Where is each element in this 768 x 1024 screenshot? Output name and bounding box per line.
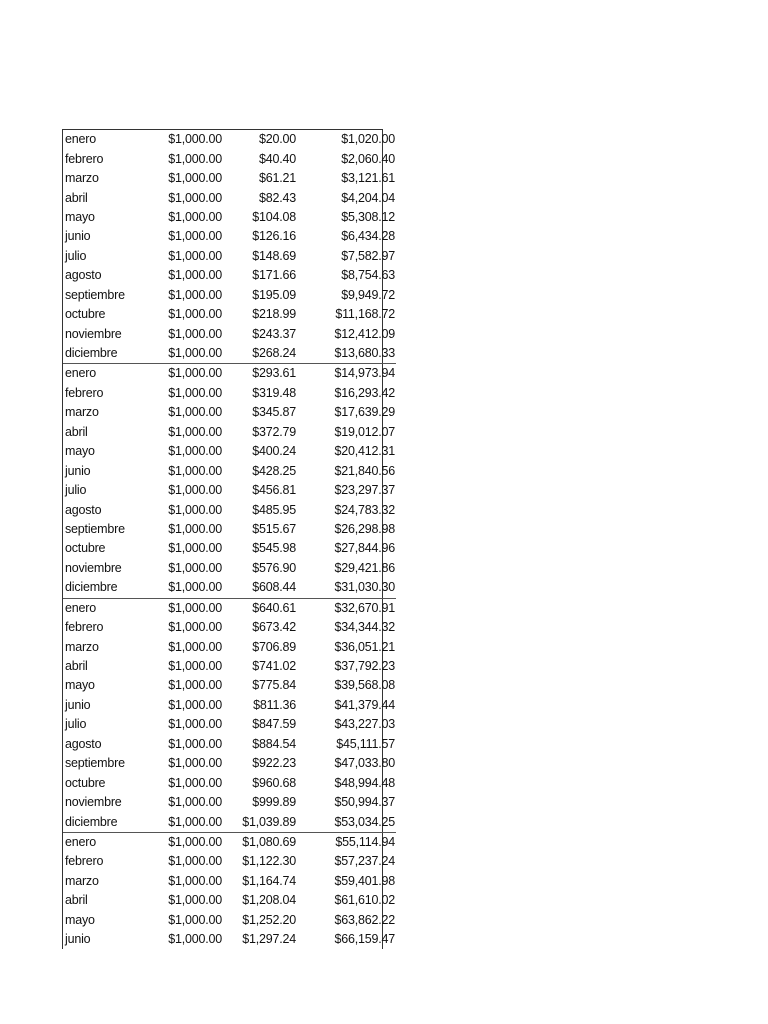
month-cell[interactable]: noviembre [65,326,122,341]
interest-cell[interactable]: $1,039.89 [223,812,297,832]
deposit-cell[interactable]: $1,000.00 [168,424,222,439]
month-cell[interactable]: septiembre [65,521,125,536]
table-row [63,364,396,384]
interest-cell[interactable]: $706.89 [252,639,296,654]
interest-cell[interactable]: $515.67 [252,521,296,536]
balance-cell[interactable]: $7,582.97 [341,248,395,263]
table-row [63,169,396,188]
deposit-cell[interactable]: $1,000.00 [168,307,222,322]
interest-cell[interactable]: $319.48 [252,385,296,400]
spreadsheet-table-container [62,129,395,949]
deposit-cell[interactable]: $1,000.00 [152,812,223,832]
month-cell[interactable]: abril [65,893,88,908]
deposit-cell[interactable]: $1,000.00 [168,873,222,888]
month-cell[interactable]: marzo [65,639,99,654]
balance-cell[interactable]: $27,844.96 [334,541,395,556]
balance-cell[interactable]: $53,034.25 [297,812,396,832]
interest-cell[interactable]: $1,252.20 [242,912,296,927]
month-cell[interactable]: noviembre [65,795,122,810]
table-row [63,657,396,676]
table-row [63,520,396,539]
deposit-cell[interactable]: $1,000.00 [168,502,222,517]
deposit-cell[interactable]: $1,000.00 [168,717,222,732]
table-row [63,676,396,695]
month-cell[interactable]: julio [65,248,87,263]
month-cell[interactable]: agosto [65,268,102,283]
deposit-cell[interactable]: $1,000.00 [152,344,223,364]
month-cell[interactable]: enero [65,366,96,381]
month-cell[interactable]: noviembre [65,560,122,575]
balance-cell[interactable]: $50,994.37 [334,795,395,810]
interest-cell[interactable]: $847.59 [252,717,296,732]
month-cell[interactable]: marzo [65,405,99,420]
deposit-cell[interactable]: $1,000.00 [168,932,222,947]
table-row [63,696,396,715]
table-row [63,539,396,558]
table-row [63,773,396,792]
interest-cell[interactable]: $608.44 [223,578,297,598]
interest-cell[interactable]: $61.21 [258,171,296,186]
deposit-cell[interactable]: $1,000.00 [168,795,222,810]
table-row [63,286,396,305]
balance-cell[interactable]: $14,973.94 [334,366,395,381]
balance-cell[interactable]: $31,030.30 [297,578,396,598]
table-row [63,344,396,364]
month-cell[interactable]: enero [65,834,96,849]
table-row [63,227,396,246]
deposit-cell[interactable]: $1,000.00 [168,620,222,635]
deposit-cell[interactable]: $1,000.00 [168,639,222,654]
ledger-body [63,130,396,949]
interest-cell[interactable]: $218.99 [252,307,296,322]
deposit-cell[interactable]: $1,000.00 [168,854,222,869]
balance-cell[interactable]: $41,379.44 [334,697,395,712]
interest-cell[interactable]: $195.09 [252,287,296,302]
balance-cell[interactable]: $37,792.23 [334,659,395,674]
balance-cell[interactable]: $48,994.48 [334,775,395,790]
table-row [63,852,396,871]
interest-cell[interactable]: $456.81 [252,483,296,498]
deposit-cell[interactable]: $1,000.00 [168,444,222,459]
deposit-cell[interactable]: $1,000.00 [168,229,222,244]
month-cell[interactable]: abril [65,190,88,205]
balance-cell[interactable]: $63,862.22 [334,912,395,927]
table-row [63,618,396,637]
table-row [63,930,396,949]
deposit-cell[interactable]: $1,000.00 [168,171,222,186]
month-cell[interactable]: mayo [65,209,95,224]
month-cell[interactable]: junio [65,463,91,478]
interest-cell[interactable]: $1,080.69 [242,834,296,849]
deposit-cell[interactable]: $1,000.00 [168,736,222,751]
interest-cell[interactable]: $741.02 [252,659,296,674]
interest-cell[interactable]: $400.24 [252,444,296,459]
month-cell[interactable]: diciembre [63,578,152,598]
deposit-cell[interactable]: $1,000.00 [168,287,222,302]
interest-cell[interactable]: $372.79 [252,424,296,439]
table-row [63,578,396,598]
table-row [63,461,396,480]
table-row [63,598,396,618]
month-cell[interactable]: abril [65,659,88,674]
deposit-cell[interactable]: $1,000.00 [168,209,222,224]
balance-cell[interactable]: $34,344.32 [334,620,395,635]
month-cell[interactable]: junio [65,229,91,244]
balance-cell[interactable]: $24,783.32 [334,502,395,517]
deposit-cell[interactable]: $1,000.00 [168,834,222,849]
balance-cell[interactable]: $1,020.00 [341,132,395,147]
month-cell[interactable]: marzo [65,171,99,186]
interest-cell[interactable]: $104.08 [252,209,296,224]
table-row [63,208,396,227]
month-cell[interactable]: junio [65,697,91,712]
month-cell[interactable]: julio [65,717,87,732]
table-row [63,754,396,773]
balance-cell[interactable]: $59,401.98 [334,873,395,888]
deposit-cell[interactable]: $1,000.00 [168,405,222,420]
balance-cell[interactable]: $17,639.29 [334,405,395,420]
balance-cell[interactable]: $47,033.80 [334,756,395,771]
interest-cell[interactable]: $1,122.30 [242,854,296,869]
deposit-cell[interactable]: $1,000.00 [168,190,222,205]
deposit-cell[interactable]: $1,000.00 [168,659,222,674]
month-cell[interactable]: octubre [65,775,106,790]
month-cell[interactable]: enero [65,600,96,615]
balance-cell[interactable]: $6,434.28 [341,229,395,244]
deposit-cell[interactable]: $1,000.00 [168,463,222,478]
table-row [63,149,396,168]
balance-cell[interactable]: $12,412.09 [334,326,395,341]
deposit-cell[interactable]: $1,000.00 [168,756,222,771]
balance-cell[interactable]: $36,051.21 [334,639,395,654]
table-row [63,637,396,656]
table-row [63,403,396,422]
table-row [63,188,396,207]
interest-cell[interactable]: $293.61 [252,366,296,381]
interest-cell[interactable]: $40.40 [258,151,296,166]
deposit-cell[interactable]: $1,000.00 [168,600,222,615]
deposit-cell[interactable]: $1,000.00 [168,521,222,536]
month-cell[interactable]: septiembre [65,756,125,771]
interest-cell[interactable]: $428.25 [252,463,296,478]
table-row [63,735,396,754]
balance-cell[interactable]: $4,204.04 [341,190,395,205]
balance-cell[interactable]: $39,568.08 [334,678,395,693]
interest-cell[interactable]: $999.89 [252,795,296,810]
interest-cell[interactable]: $811.36 [253,697,296,712]
month-cell[interactable]: junio [65,932,91,947]
deposit-cell[interactable]: $1,000.00 [168,697,222,712]
month-cell[interactable]: febrero [65,385,104,400]
balance-cell[interactable]: $20,412.31 [334,444,395,459]
interest-cell[interactable]: $673.42 [252,620,296,635]
table-row [63,559,396,578]
month-cell[interactable]: febrero [65,854,104,869]
interest-cell[interactable]: $960.68 [252,775,296,790]
month-cell[interactable]: enero [65,132,96,147]
interest-cell[interactable]: $775.84 [252,678,296,693]
balance-cell[interactable]: $3,121.61 [341,171,395,186]
deposit-cell[interactable]: $1,000.00 [168,893,222,908]
deposit-cell[interactable]: $1,000.00 [168,541,222,556]
interest-cell[interactable]: $1,164.74 [242,873,296,888]
month-cell[interactable]: marzo [65,873,99,888]
balance-cell[interactable]: $11,168.72 [335,307,395,322]
interest-cell[interactable]: $884.54 [252,736,296,751]
month-cell[interactable]: septiembre [65,287,125,302]
month-cell[interactable]: mayo [65,912,95,927]
interest-cell[interactable]: $268.24 [223,344,297,364]
deposit-cell[interactable]: $1,000.00 [168,678,222,693]
balance-cell[interactable]: $2,060.40 [341,151,395,166]
month-cell[interactable]: febrero [65,620,104,635]
balance-cell[interactable]: $57,237.24 [334,854,395,869]
interest-cell[interactable]: $148.69 [252,248,296,263]
interest-cell[interactable]: $243.37 [252,326,296,341]
interest-cell[interactable]: $126.16 [252,229,296,244]
table-row [63,872,396,891]
month-cell[interactable]: agosto [65,736,102,751]
deposit-cell[interactable]: $1,000.00 [168,248,222,263]
table-row [63,911,396,930]
balance-cell[interactable]: $45,111.57 [336,736,395,751]
savings-ledger-table [63,130,396,949]
balance-cell[interactable]: $26,298.98 [334,521,395,536]
deposit-cell[interactable]: $1,000.00 [168,151,222,166]
table-row [63,891,396,910]
month-cell[interactable]: febrero [65,151,104,166]
deposit-cell[interactable]: $1,000.00 [168,366,222,381]
balance-cell[interactable]: $21,840.56 [334,463,395,478]
table-row [63,500,396,519]
month-cell[interactable]: octubre [65,307,106,322]
interest-cell[interactable]: $485.95 [252,502,296,517]
table-row [63,832,396,852]
interest-cell[interactable]: $345.87 [252,405,296,420]
table-row [63,247,396,266]
balance-cell[interactable]: $9,949.72 [341,287,395,302]
deposit-cell[interactable]: $1,000.00 [168,483,222,498]
deposit-cell[interactable]: $1,000.00 [168,326,222,341]
table-row [63,384,396,403]
deposit-cell[interactable]: $1,000.00 [168,775,222,790]
month-cell[interactable]: diciembre [63,344,152,364]
balance-cell[interactable]: $66,159.47 [334,932,395,947]
interest-cell[interactable]: $640.61 [252,600,296,615]
balance-cell[interactable]: $43,227.03 [334,717,395,732]
month-cell[interactable]: agosto [65,502,102,517]
balance-cell[interactable]: $32,670.91 [334,600,395,615]
balance-cell[interactable]: $61,610.02 [334,893,395,908]
deposit-cell[interactable]: $1,000.00 [152,578,223,598]
interest-cell[interactable]: $82.43 [258,190,296,205]
month-cell[interactable]: octubre [65,541,106,556]
balance-cell[interactable]: $16,293.42 [334,385,395,400]
interest-cell[interactable]: $20.00 [258,132,296,147]
interest-cell[interactable]: $171.66 [252,268,296,283]
balance-cell[interactable]: $13,680.33 [297,344,396,364]
deposit-cell[interactable]: $1,000.00 [168,132,222,147]
balance-cell[interactable]: $55,114.94 [335,834,395,849]
interest-cell[interactable]: $1,208.04 [242,893,296,908]
table-row [63,305,396,324]
balance-cell[interactable]: $8,754.63 [341,268,395,283]
month-cell[interactable]: julio [65,483,87,498]
deposit-cell[interactable]: $1,000.00 [168,912,222,927]
interest-cell[interactable]: $1,297.24 [242,932,296,947]
month-cell[interactable]: mayo [65,444,95,459]
deposit-cell[interactable]: $1,000.00 [168,385,222,400]
deposit-cell[interactable]: $1,000.00 [168,560,222,575]
balance-cell[interactable]: $23,297.37 [334,483,395,498]
table-row [63,442,396,461]
table-row [63,266,396,285]
interest-cell[interactable]: $576.90 [252,560,296,575]
deposit-cell[interactable]: $1,000.00 [168,268,222,283]
balance-cell[interactable]: $5,308.12 [341,209,395,224]
table-row [63,481,396,500]
table-row [63,812,396,832]
table-row [63,793,396,812]
interest-cell[interactable]: $922.23 [252,756,296,771]
interest-cell[interactable]: $545.98 [252,541,296,556]
month-cell[interactable]: abril [65,424,88,439]
balance-cell[interactable]: $29,421.86 [334,560,395,575]
month-cell[interactable]: diciembre [63,812,152,832]
table-row [63,130,396,149]
balance-cell[interactable]: $19,012.07 [334,424,395,439]
table-row [63,423,396,442]
month-cell[interactable]: mayo [65,678,95,693]
table-row [63,324,396,343]
table-row [63,715,396,734]
